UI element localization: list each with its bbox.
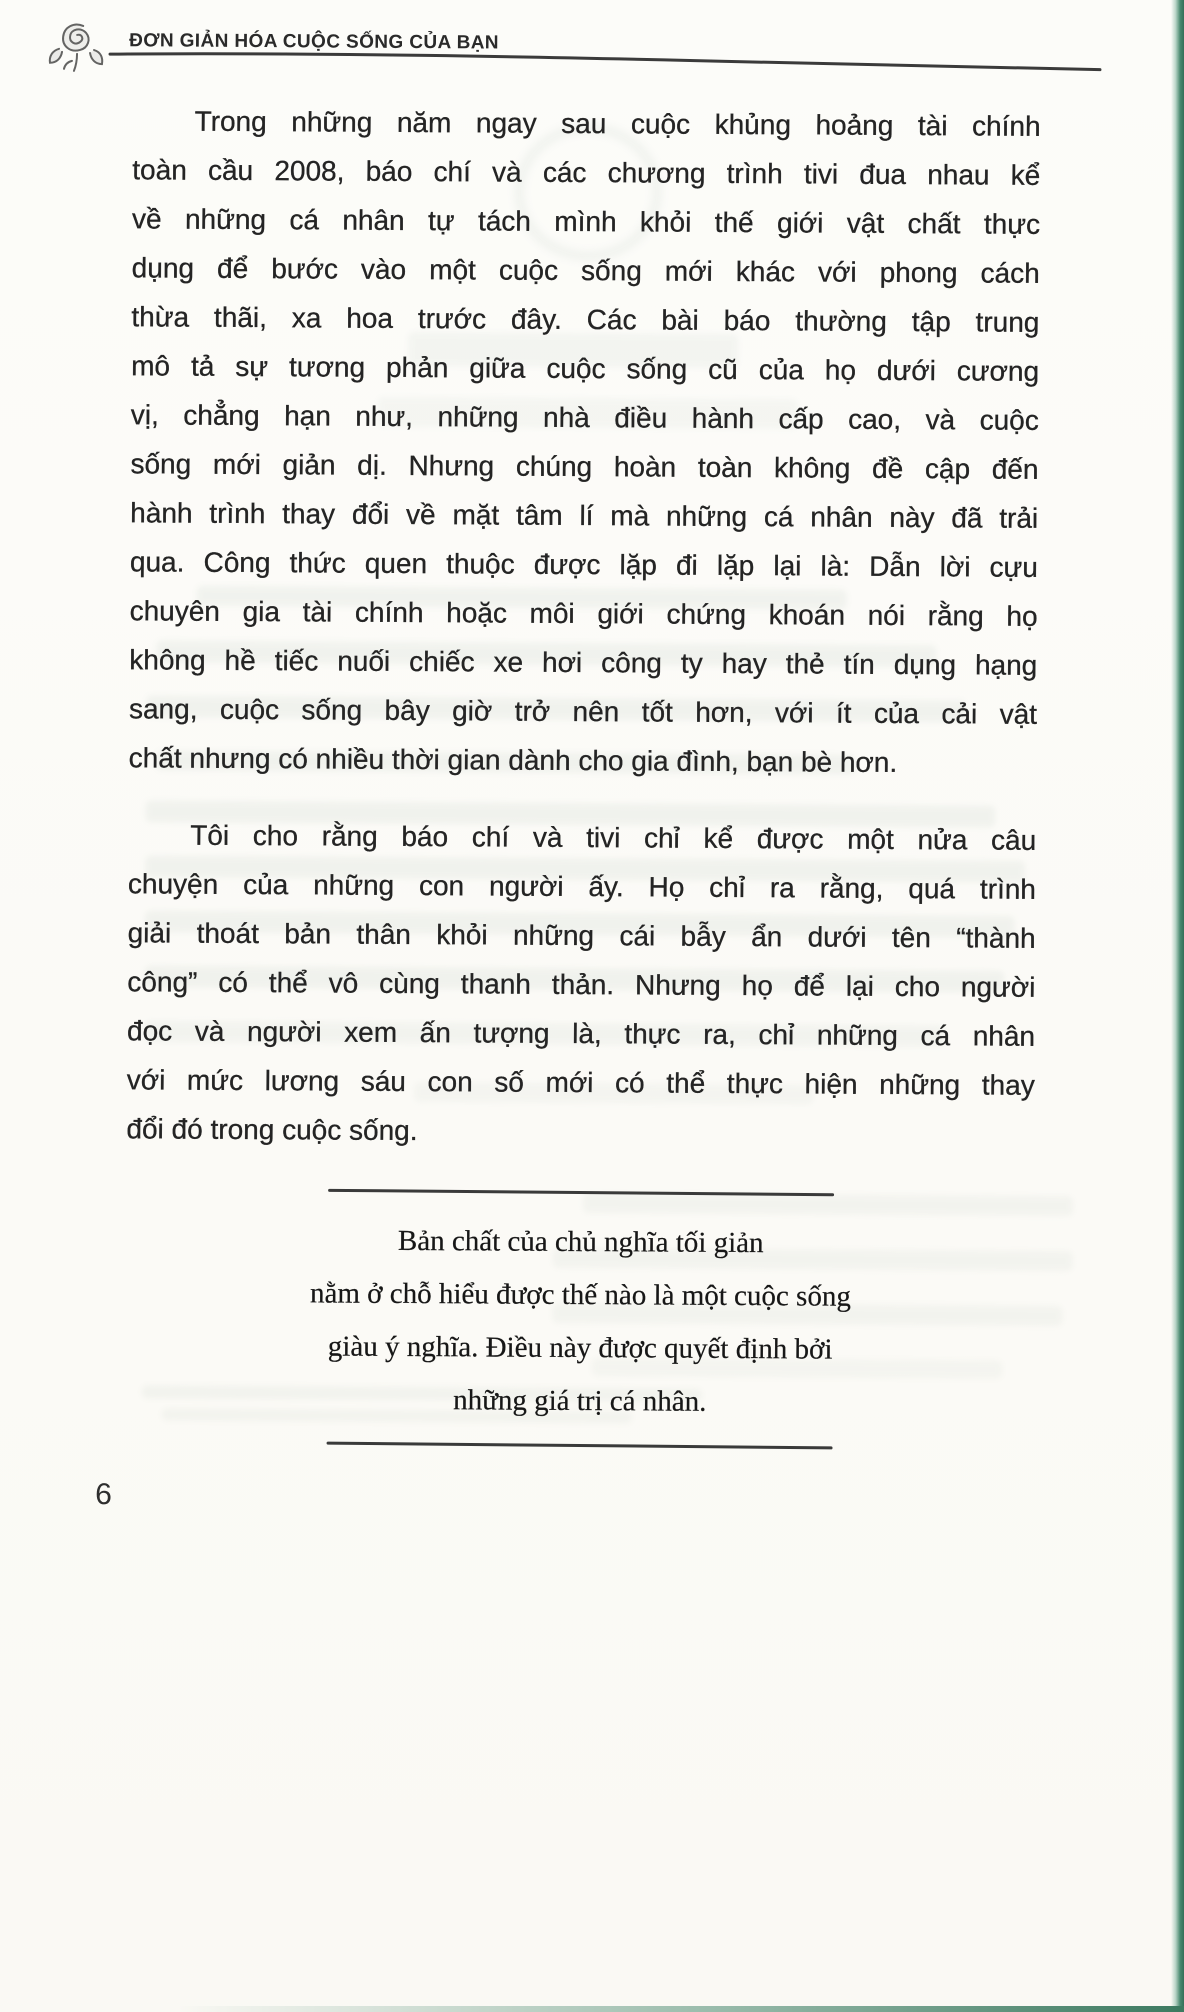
text-line: chuyện của những con người ấy. Họ chỉ ra rằng, quá trình bbox=[127, 868, 1037, 905]
text-line: dụng để bước vào một cuộc sống mới khác với phong cách bbox=[131, 252, 1040, 289]
text-line: chất nhưng có nhiều thời gian dành cho gia đình, bạn bè hơn. bbox=[128, 742, 898, 778]
text-line: sống mới giản dị. Nhưng chúng hoàn toàn không đề cập đến bbox=[130, 448, 1039, 485]
text-line: vị, chẳng hạn như, những nhà điều hành cấp cao, và cuộc bbox=[130, 399, 1039, 436]
pull-quote bbox=[180, 1189, 982, 1450]
text-line: toàn cầu 2008, báo chí và các chương trình tivi đua nhau kể bbox=[132, 154, 1041, 191]
text-line: qua. Công thức quen thuộc được lặp đi lặp lại là: Dẫn lời cựu bbox=[129, 546, 1039, 583]
text-line: giải thoát bản thân khỏi những cái bẫy ẩn dưới tên “thành bbox=[127, 917, 1036, 954]
paragraph-1 bbox=[129, 96, 1041, 788]
text-line: không hề tiếc nuối chiếc xe hơi công ty hay thẻ tín dụng hạng bbox=[129, 644, 1038, 681]
book-edge-bottom bbox=[0, 2006, 1184, 2012]
quote-line: giàu ý nghĩa. Điều này được quyết định bởi bbox=[327, 1330, 833, 1366]
rose-logo-icon bbox=[44, 14, 110, 74]
page-header bbox=[0, 0, 1184, 54]
quote-line: Bản chất của chủ nghĩa tối giản bbox=[397, 1224, 764, 1260]
quote-rule-bottom bbox=[327, 1442, 833, 1450]
paragraph-2 bbox=[126, 810, 1036, 1159]
text-line: đổi đó trong cuộc sống. bbox=[126, 1113, 418, 1147]
running-title: ĐƠN GIẢN HÓA CUỘC SỐNG CỦA BẠN bbox=[129, 30, 500, 54]
text-line: công” có thể vô cùng thanh thản. Nhưng họ để lại cho người bbox=[127, 966, 1036, 1003]
page-number: 6 bbox=[95, 1478, 113, 1512]
text-line: chuyên gia tài chính hoặc môi giới chứng khoán nói rằng họ bbox=[129, 595, 1038, 632]
text-line: về những cá nhân tự tách mình khỏi thế giới vật chất thực bbox=[131, 203, 1041, 240]
header-rule bbox=[108, 50, 1108, 82]
text-line: với mức lương sáu con số mới có thể thực hiện những thay bbox=[126, 1064, 1035, 1101]
text-line: mô tả sự tương phản giữa cuộc sống cũ của họ dưới cương bbox=[131, 350, 1040, 387]
text-line: Tôi cho rằng báo chí và tivi chỉ kể được một nửa câu bbox=[190, 819, 1037, 856]
text-line: Trong những năm ngay sau cuộc khủng hoảng tài chính bbox=[194, 105, 1041, 142]
book-edge-right bbox=[1171, 0, 1184, 2012]
quote-line: nằm ở chỗ hiểu được thế nào là một cuộc sống bbox=[309, 1277, 851, 1313]
text-line: hành trình thay đổi về mặt tâm lí mà những cá nhân này đã trải bbox=[130, 497, 1039, 534]
quote-line: những giá trị cá nhân. bbox=[453, 1384, 707, 1418]
text-line: đọc và người xem ấn tượng là, thực ra, chỉ những cá nhân bbox=[126, 1015, 1036, 1052]
text-line: thừa thãi, xa hoa trước đây. Các bài báo thường tập trung bbox=[131, 301, 1040, 338]
text-line: sang, cuộc sống bây giờ trở nên tốt hơn, với ít của cải vật bbox=[128, 693, 1038, 730]
quote-rule-top bbox=[328, 1189, 834, 1196]
